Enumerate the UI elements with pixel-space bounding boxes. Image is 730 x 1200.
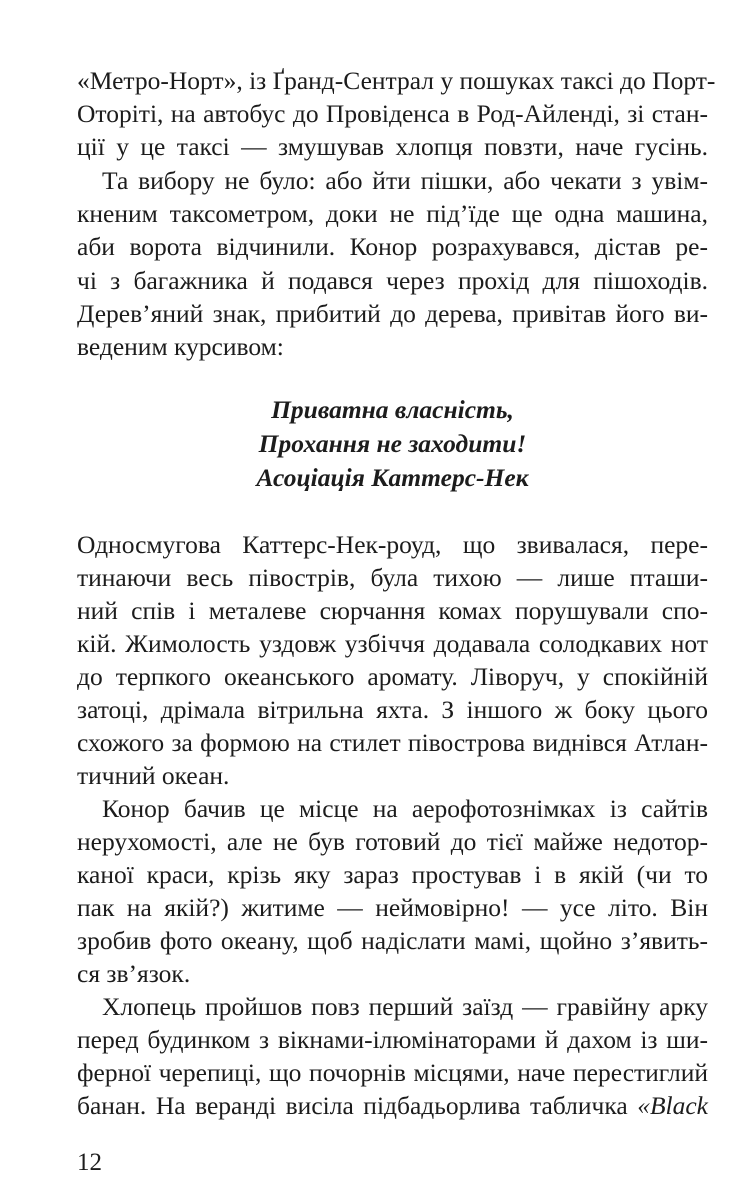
text-line: Та вибору не було: або йти пішки, або чекати з увім- xyxy=(102,166,708,195)
text-line: схожого за формою на стилет півострова виднівся Атлан- xyxy=(77,728,708,757)
text-line: Хлопець пройшов повз перший заїзд — гравійну арку xyxy=(102,992,708,1021)
text-line: ний спів і металеве сюрчання комах порушували спо- xyxy=(77,596,708,625)
text-fragment: банан. На веранді висіла підбадьорлива табличка xyxy=(77,1091,628,1120)
sign-line: Приватна власність, xyxy=(271,395,514,424)
text-line: нерухомості, але не був готовий до тієї майже недотор- xyxy=(77,827,708,856)
text-line: зробив фото океану, щоб надіслати мамі, щойно з’явить- xyxy=(77,926,708,955)
text-line: аби ворота відчинили. Конор розрахувався, дістав ре- xyxy=(77,232,708,261)
text-line: тичний океан. xyxy=(77,761,230,790)
text-line: каної краси, крізь яку зараз простував і в якій (чи то xyxy=(77,860,708,889)
text-line: тинаючи весь півострів, була тихою — лише пташи- xyxy=(77,563,708,592)
text-line xyxy=(77,1089,708,1122)
text-line: Дерев’яний знак, прибитий до дерева, привітав його ви- xyxy=(77,299,708,328)
text-line: «Метро-Норт», із Ґранд-Сентрал у пошуках таксі до Порт- xyxy=(77,66,716,95)
text-line: веденим курсивом: xyxy=(77,332,284,361)
text-line: Оторіті, на автобус до Провіденса в Род-Айленді, зі стан- xyxy=(77,99,708,128)
text-line: ції у це таксі — змушував хлопця повзти, наче гусінь. xyxy=(77,132,708,161)
sign-line: Асоціація Каттерс-Нек xyxy=(256,463,529,492)
text-line: кненим таксометром, доки не під’їде ще одна машина, xyxy=(77,199,708,228)
text-line: перед будинком з вікнами-ілюмінаторами й дахом із ши- xyxy=(77,1025,708,1054)
text-line: ся зв’язок. xyxy=(77,959,191,988)
text-line: кій. Жимолость уздовж узбіччя додавала солодкавих нот xyxy=(77,629,708,658)
text-line: пак на якій?) житиме — неймовірно! — усе літо. Він xyxy=(77,893,708,922)
page-number: 12 xyxy=(77,1149,102,1176)
text-line: до терпкого океанського аромату. Ліворуч, у спокійній xyxy=(77,662,708,691)
text-line: Конор бачив це місце на аерофотознімках із сайтів xyxy=(102,794,708,823)
italic-fragment: «Black xyxy=(637,1091,708,1120)
text-line: чі з багажника й подався через прохід для пішоходів. xyxy=(77,266,708,295)
sign-line: Прохання не заходити! xyxy=(258,429,527,458)
text-line: ферної черепиці, що почорнів місцями, наче перестиглий xyxy=(77,1058,708,1087)
text-line: затоці, дрімала вітрильна яхта. З іншого ж боку цього xyxy=(77,695,708,724)
text-line: Односмугова Каттерс-Нек-роуд, що звивалася, пере- xyxy=(77,530,708,559)
